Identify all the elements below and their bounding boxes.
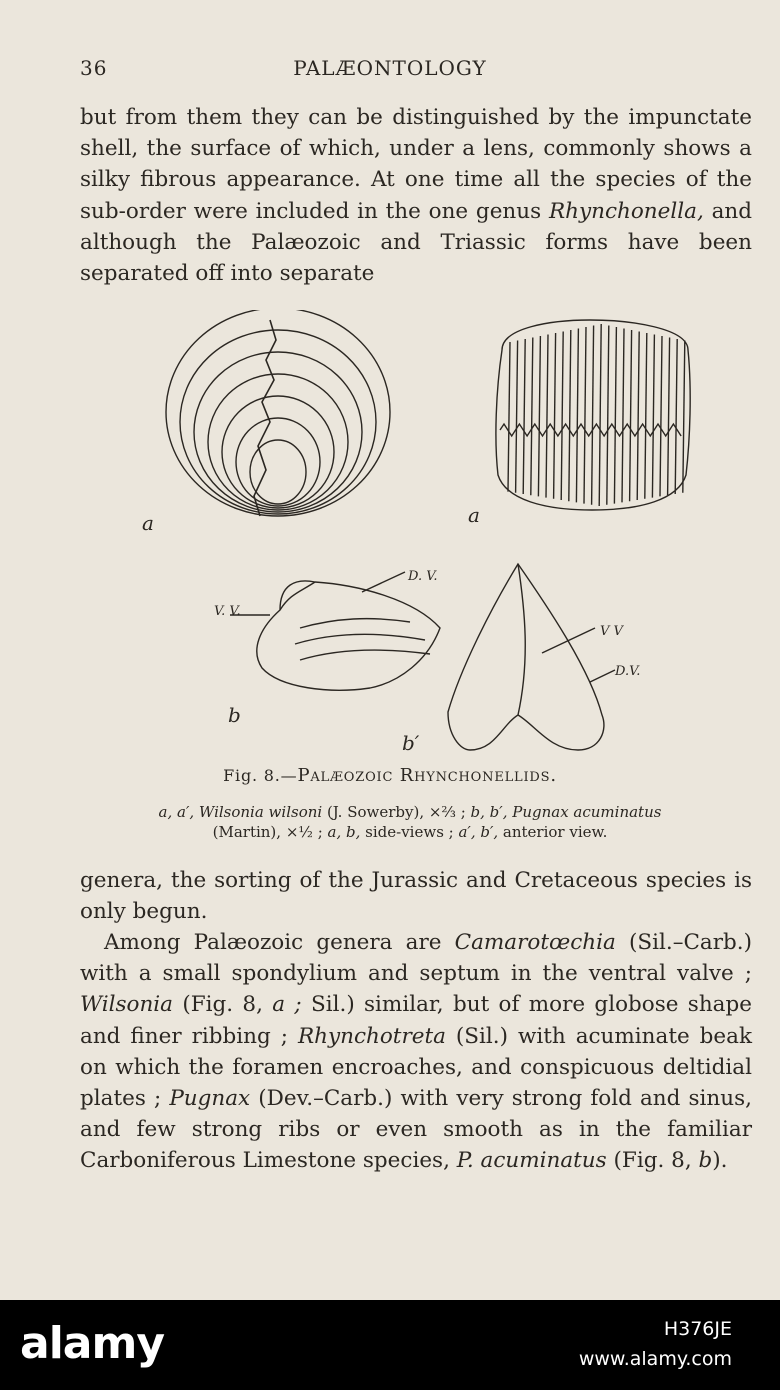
figure-8-drawings [130,310,720,760]
label-dv-right: D.V. [615,664,641,679]
image-id: H376JE [663,1318,732,1340]
label-a-right: a [468,503,480,527]
shell-a-anterior-view [496,320,690,510]
running-title: PALÆONTOLOGY [293,56,487,80]
label-b: b [228,703,241,727]
alamy-logo: alamy [20,1318,164,1369]
label-dv-top: D. V. [408,569,438,584]
paragraph-1: but from them they can be distinguished by the impunctate shell, the surface of which, under a lens, commonly shows a silky fibrous appearance. At one time all the species of the sub-order were included in the one genus Rhynchonella, and although the Palæozoic and Triassic forms have been separated off into separate [80,105,752,287]
label-b-prime: b′ [402,731,420,755]
page-number: 36 [80,56,108,80]
figure-title: Fig. 8.—Palæozoic Rhynchonellids. [223,765,557,786]
label-vv-left: V. V. [214,604,241,619]
shell-b-prime-anterior-view [448,564,615,750]
shell-b-side-view [230,572,440,690]
figure-caption: a, a′, Wilsonia wilsoni (J. Sowerby), ×⅔ ; b, b′, Pugnax acuminatus (Martin), ×½ ; a, b, side-views ; a′, b′, anterior view. [158,803,662,841]
site-url: www.alamy.com [578,1348,732,1370]
label-a-left: a [142,511,154,535]
shell-a-side-view [166,310,390,516]
paragraph-3: Among Palæozoic genera are Camarotœchia (Sil.–Carb.) with a small spondylium and septum in the ventral valve ; Wilsonia (Fig. 8, a ; Sil.) similar, but of more globose shape and finer ribbing ; Rhynchotreta (Sil.) with acuminate beak on which the foramen encroaches, and conspicuous deltidial plates ; Pugnax (Dev.–Carb.) with very strong fold and sinus, and few strong ribs or even smooth as in the familiar Carboniferous Limestone species, P. acuminatus (Fig. 8, b). [80,930,752,1174]
label-vv-right: V V [600,624,623,639]
paragraph-2: genera, the sorting of the Jurassic and Cretaceous species is only begun. [80,868,752,925]
